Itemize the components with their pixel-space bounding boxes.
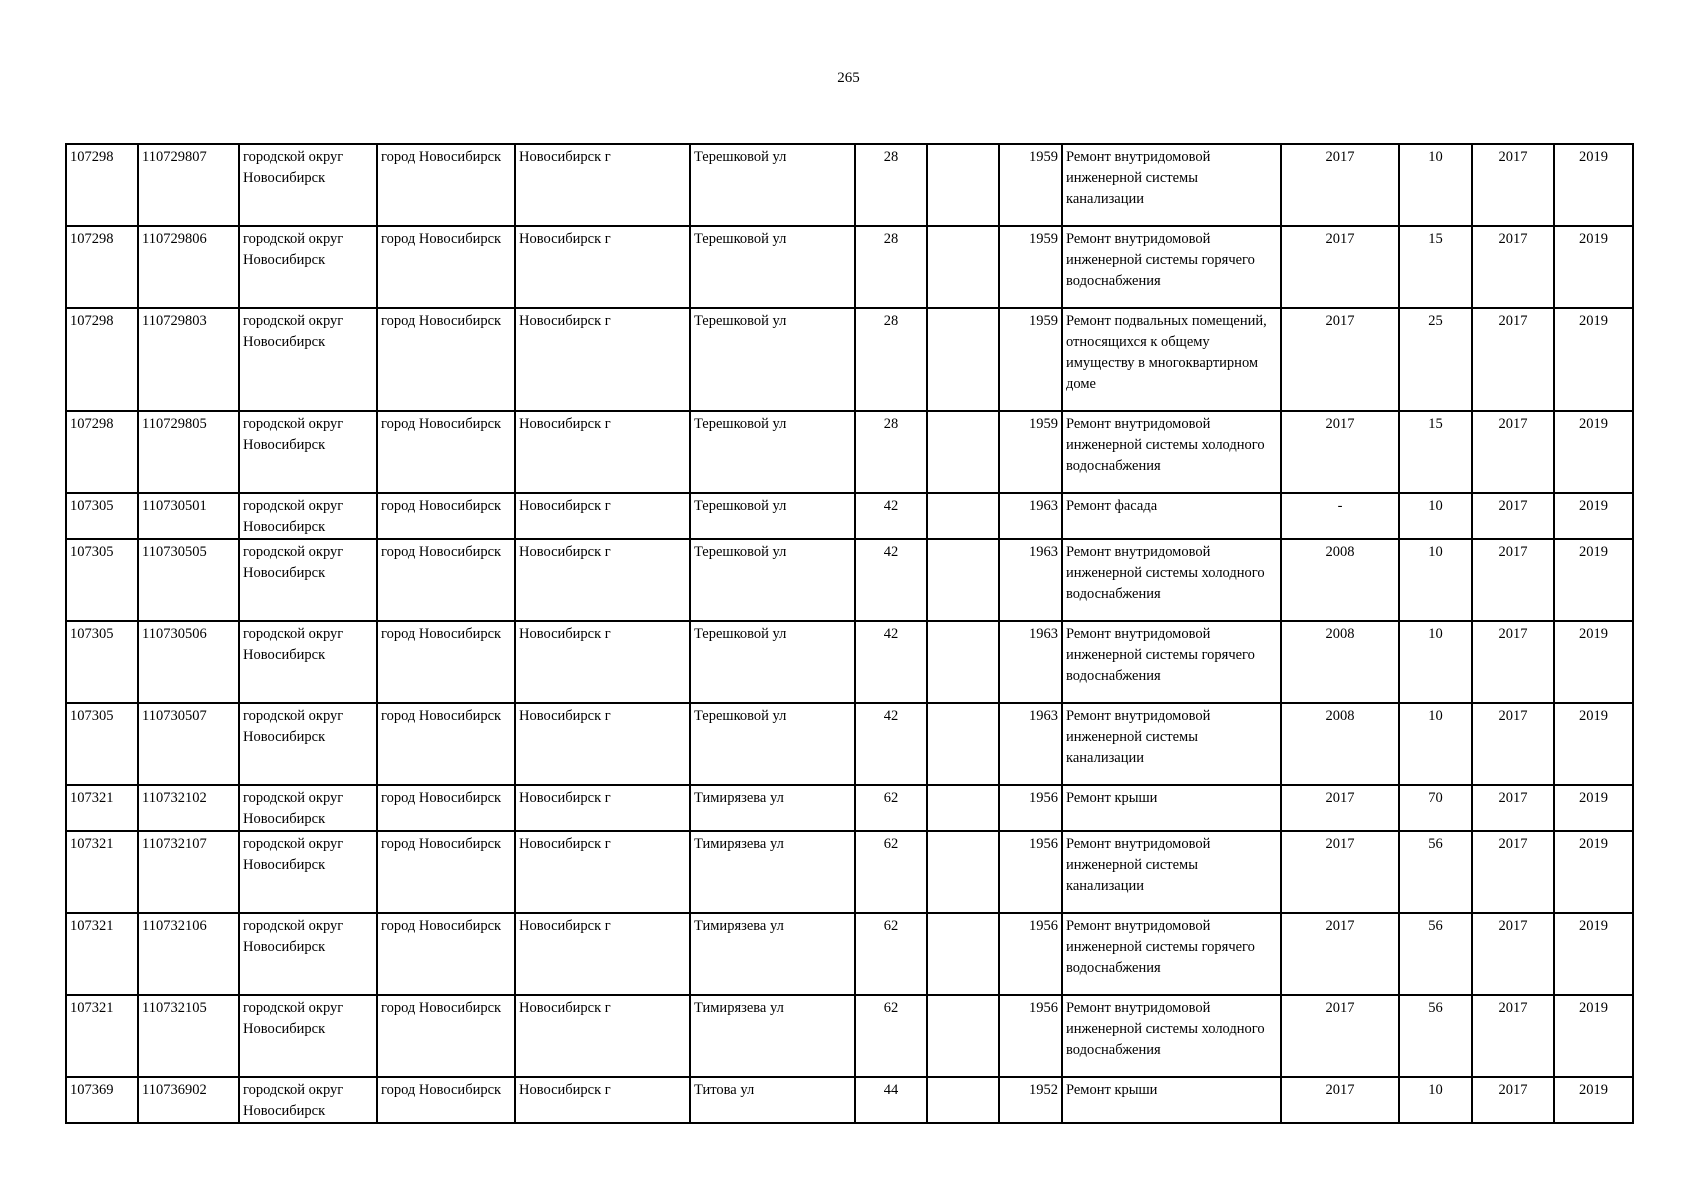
cell-plan-end: 2019 (1554, 913, 1633, 995)
cell-plan-end: 2019 (1554, 411, 1633, 493)
cell-municipality: городской округ Новосибирск (239, 703, 377, 785)
cell-settlement: город Новосибирск (377, 621, 515, 703)
cell-settlement: город Новосибирск (377, 493, 515, 539)
cell-work-type: Ремонт подвальных помещений, относящихся к общему имуществу в многоквартирном доме (1062, 308, 1281, 411)
cell-building (927, 785, 999, 831)
page-number: 265 (837, 70, 860, 86)
cell-wear: 56 (1399, 913, 1472, 995)
cell-plan-start: 2017 (1472, 913, 1554, 995)
cell-plan-end: 2019 (1554, 539, 1633, 621)
table-row (66, 703, 1633, 785)
cell-city: Новосибирск г (515, 621, 690, 703)
cell-plan-start: 2017 (1472, 411, 1554, 493)
table-row (66, 995, 1633, 1077)
cell-last-repair-year: 2017 (1281, 913, 1399, 995)
cell-plan-start: 2017 (1472, 493, 1554, 539)
cell-house-id: 107321 (66, 785, 138, 831)
cell-settlement: город Новосибирск (377, 226, 515, 308)
cell-wear: 56 (1399, 995, 1472, 1077)
cell-plan-start: 2017 (1472, 1077, 1554, 1123)
cell-work-id: 110732107 (138, 831, 239, 913)
cell-work-type: Ремонт внутридомовой инженерной системы канализации (1062, 144, 1281, 226)
cell-municipality: городской округ Новосибирск (239, 539, 377, 621)
cell-house-id: 107298 (66, 226, 138, 308)
cell-plan-end: 2019 (1554, 493, 1633, 539)
table-row (66, 493, 1633, 539)
cell-wear: 10 (1399, 539, 1472, 621)
cell-work-id: 110730506 (138, 621, 239, 703)
cell-settlement: город Новосибирск (377, 913, 515, 995)
cell-wear: 10 (1399, 144, 1472, 226)
cell-last-repair-year: 2008 (1281, 703, 1399, 785)
cell-last-repair-year: 2017 (1281, 411, 1399, 493)
cell-building (927, 539, 999, 621)
cell-work-type: Ремонт фасада (1062, 493, 1281, 539)
table-row (66, 621, 1633, 703)
cell-building (927, 1077, 999, 1123)
cell-work-id: 110732105 (138, 995, 239, 1077)
cell-last-repair-year: 2017 (1281, 785, 1399, 831)
cell-settlement: город Новосибирск (377, 411, 515, 493)
registry-body (66, 144, 1633, 1123)
cell-municipality: городской округ Новосибирск (239, 621, 377, 703)
cell-last-repair-year: 2017 (1281, 308, 1399, 411)
cell-street: Терешковой ул (690, 144, 855, 226)
cell-city: Новосибирск г (515, 144, 690, 226)
table-row (66, 539, 1633, 621)
cell-city: Новосибирск г (515, 785, 690, 831)
cell-work-type: Ремонт внутридомовой инженерной системы канализации (1062, 831, 1281, 913)
cell-municipality: городской округ Новосибирск (239, 226, 377, 308)
cell-wear: 10 (1399, 621, 1472, 703)
cell-building (927, 308, 999, 411)
cell-street: Терешковой ул (690, 539, 855, 621)
cell-last-repair-year: - (1281, 493, 1399, 539)
cell-city: Новосибирск г (515, 539, 690, 621)
cell-plan-start: 2017 (1472, 308, 1554, 411)
cell-plan-end: 2019 (1554, 144, 1633, 226)
cell-street: Тимирязева ул (690, 785, 855, 831)
cell-street: Терешковой ул (690, 308, 855, 411)
cell-work-type: Ремонт внутридомовой инженерной системы холодного водоснабжения (1062, 995, 1281, 1077)
cell-wear: 10 (1399, 703, 1472, 785)
cell-building (927, 831, 999, 913)
cell-work-id: 110732106 (138, 913, 239, 995)
cell-municipality: городской округ Новосибирск (239, 308, 377, 411)
cell-work-id: 110729806 (138, 226, 239, 308)
cell-last-repair-year: 2017 (1281, 144, 1399, 226)
cell-work-id: 110730501 (138, 493, 239, 539)
cell-building (927, 995, 999, 1077)
cell-municipality: городской округ Новосибирск (239, 144, 377, 226)
cell-plan-end: 2019 (1554, 1077, 1633, 1123)
registry-table (65, 143, 1634, 1124)
cell-plan-start: 2017 (1472, 539, 1554, 621)
cell-build-year: 1963 (999, 703, 1062, 785)
cell-last-repair-year: 2017 (1281, 226, 1399, 308)
cell-work-type: Ремонт внутридомовой инженерной системы холодного водоснабжения (1062, 411, 1281, 493)
cell-plan-start: 2017 (1472, 831, 1554, 913)
cell-municipality: городской округ Новосибирск (239, 995, 377, 1077)
cell-street: Терешковой ул (690, 621, 855, 703)
cell-municipality: городской округ Новосибирск (239, 913, 377, 995)
cell-street: Тимирязева ул (690, 995, 855, 1077)
cell-wear: 25 (1399, 308, 1472, 411)
cell-house-id: 107305 (66, 703, 138, 785)
cell-plan-start: 2017 (1472, 226, 1554, 308)
cell-building (927, 621, 999, 703)
cell-build-year: 1959 (999, 226, 1062, 308)
cell-wear: 10 (1399, 493, 1472, 539)
cell-build-year: 1963 (999, 493, 1062, 539)
cell-house-number: 42 (855, 621, 927, 703)
cell-build-year: 1963 (999, 621, 1062, 703)
table-row (66, 411, 1633, 493)
cell-city: Новосибирск г (515, 308, 690, 411)
cell-work-type: Ремонт крыши (1062, 1077, 1281, 1123)
cell-plan-start: 2017 (1472, 621, 1554, 703)
cell-plan-end: 2019 (1554, 308, 1633, 411)
cell-building (927, 144, 999, 226)
cell-street: Терешковой ул (690, 493, 855, 539)
cell-work-type: Ремонт внутридомовой инженерной системы горячего водоснабжения (1062, 226, 1281, 308)
cell-settlement: город Новосибирск (377, 995, 515, 1077)
cell-wear: 15 (1399, 226, 1472, 308)
cell-build-year: 1956 (999, 995, 1062, 1077)
cell-work-type: Ремонт внутридомовой инженерной системы канализации (1062, 703, 1281, 785)
cell-house-number: 42 (855, 539, 927, 621)
cell-house-id: 107298 (66, 144, 138, 226)
cell-city: Новосибирск г (515, 411, 690, 493)
cell-wear: 70 (1399, 785, 1472, 831)
cell-plan-end: 2019 (1554, 831, 1633, 913)
table-row (66, 913, 1633, 995)
cell-building (927, 913, 999, 995)
cell-house-id: 107321 (66, 831, 138, 913)
cell-last-repair-year: 2008 (1281, 621, 1399, 703)
cell-build-year: 1956 (999, 831, 1062, 913)
cell-city: Новосибирск г (515, 995, 690, 1077)
cell-last-repair-year: 2017 (1281, 1077, 1399, 1123)
cell-work-id: 110732102 (138, 785, 239, 831)
cell-house-number: 28 (855, 144, 927, 226)
cell-house-number: 28 (855, 308, 927, 411)
cell-municipality: городской округ Новосибирск (239, 1077, 377, 1123)
cell-house-number: 62 (855, 913, 927, 995)
cell-house-number: 62 (855, 785, 927, 831)
cell-work-id: 110736902 (138, 1077, 239, 1123)
cell-settlement: город Новосибирск (377, 308, 515, 411)
cell-work-type: Ремонт внутридомовой инженерной системы горячего водоснабжения (1062, 621, 1281, 703)
cell-wear: 56 (1399, 831, 1472, 913)
cell-house-id: 107305 (66, 539, 138, 621)
cell-build-year: 1952 (999, 1077, 1062, 1123)
cell-work-id: 110729805 (138, 411, 239, 493)
cell-city: Новосибирск г (515, 1077, 690, 1123)
cell-city: Новосибирск г (515, 493, 690, 539)
cell-house-number: 62 (855, 995, 927, 1077)
cell-settlement: город Новосибирск (377, 703, 515, 785)
cell-city: Новосибирск г (515, 226, 690, 308)
cell-last-repair-year: 2008 (1281, 539, 1399, 621)
cell-city: Новосибирск г (515, 831, 690, 913)
cell-building (927, 226, 999, 308)
cell-street: Терешковой ул (690, 226, 855, 308)
cell-house-id: 107321 (66, 913, 138, 995)
cell-street: Терешковой ул (690, 411, 855, 493)
cell-building (927, 493, 999, 539)
cell-build-year: 1963 (999, 539, 1062, 621)
cell-last-repair-year: 2017 (1281, 831, 1399, 913)
cell-house-id: 107298 (66, 308, 138, 411)
cell-house-number: 42 (855, 493, 927, 539)
cell-house-number: 28 (855, 226, 927, 308)
cell-building (927, 703, 999, 785)
cell-street: Тимирязева ул (690, 913, 855, 995)
cell-build-year: 1959 (999, 411, 1062, 493)
cell-plan-end: 2019 (1554, 621, 1633, 703)
cell-plan-end: 2019 (1554, 785, 1633, 831)
table-row (66, 144, 1633, 226)
cell-house-id: 107305 (66, 621, 138, 703)
cell-municipality: городской округ Новосибирск (239, 493, 377, 539)
cell-plan-end: 2019 (1554, 995, 1633, 1077)
cell-house-number: 28 (855, 411, 927, 493)
cell-work-id: 110729807 (138, 144, 239, 226)
cell-street: Терешковой ул (690, 703, 855, 785)
cell-settlement: город Новосибирск (377, 785, 515, 831)
cell-settlement: город Новосибирск (377, 831, 515, 913)
table-row (66, 226, 1633, 308)
cell-plan-start: 2017 (1472, 703, 1554, 785)
cell-build-year: 1959 (999, 308, 1062, 411)
cell-house-id: 107369 (66, 1077, 138, 1123)
cell-street: Титова ул (690, 1077, 855, 1123)
cell-last-repair-year: 2017 (1281, 995, 1399, 1077)
cell-plan-start: 2017 (1472, 785, 1554, 831)
cell-plan-start: 2017 (1472, 995, 1554, 1077)
cell-plan-start: 2017 (1472, 144, 1554, 226)
cell-city: Новосибирск г (515, 703, 690, 785)
cell-build-year: 1956 (999, 785, 1062, 831)
cell-work-type: Ремонт внутридомовой инженерной системы горячего водоснабжения (1062, 913, 1281, 995)
cell-work-type: Ремонт крыши (1062, 785, 1281, 831)
cell-house-id: 107305 (66, 493, 138, 539)
cell-city: Новосибирск г (515, 913, 690, 995)
cell-plan-end: 2019 (1554, 226, 1633, 308)
cell-build-year: 1959 (999, 144, 1062, 226)
cell-wear: 10 (1399, 1077, 1472, 1123)
table-row (66, 831, 1633, 913)
cell-street: Тимирязева ул (690, 831, 855, 913)
cell-work-id: 110730507 (138, 703, 239, 785)
cell-house-id: 107321 (66, 995, 138, 1077)
cell-municipality: городской округ Новосибирск (239, 411, 377, 493)
table-row (66, 785, 1633, 831)
cell-work-id: 110729803 (138, 308, 239, 411)
cell-building (927, 411, 999, 493)
cell-municipality: городской округ Новосибирск (239, 785, 377, 831)
table-row (66, 308, 1633, 411)
cell-build-year: 1956 (999, 913, 1062, 995)
cell-work-type: Ремонт внутридомовой инженерной системы холодного водоснабжения (1062, 539, 1281, 621)
table-row (66, 1077, 1633, 1123)
cell-settlement: город Новосибирск (377, 144, 515, 226)
cell-house-id: 107298 (66, 411, 138, 493)
cell-municipality: городской округ Новосибирск (239, 831, 377, 913)
cell-house-number: 42 (855, 703, 927, 785)
cell-house-number: 44 (855, 1077, 927, 1123)
cell-plan-end: 2019 (1554, 703, 1633, 785)
cell-settlement: город Новосибирск (377, 1077, 515, 1123)
cell-wear: 15 (1399, 411, 1472, 493)
cell-work-id: 110730505 (138, 539, 239, 621)
cell-settlement: город Новосибирск (377, 539, 515, 621)
cell-house-number: 62 (855, 831, 927, 913)
